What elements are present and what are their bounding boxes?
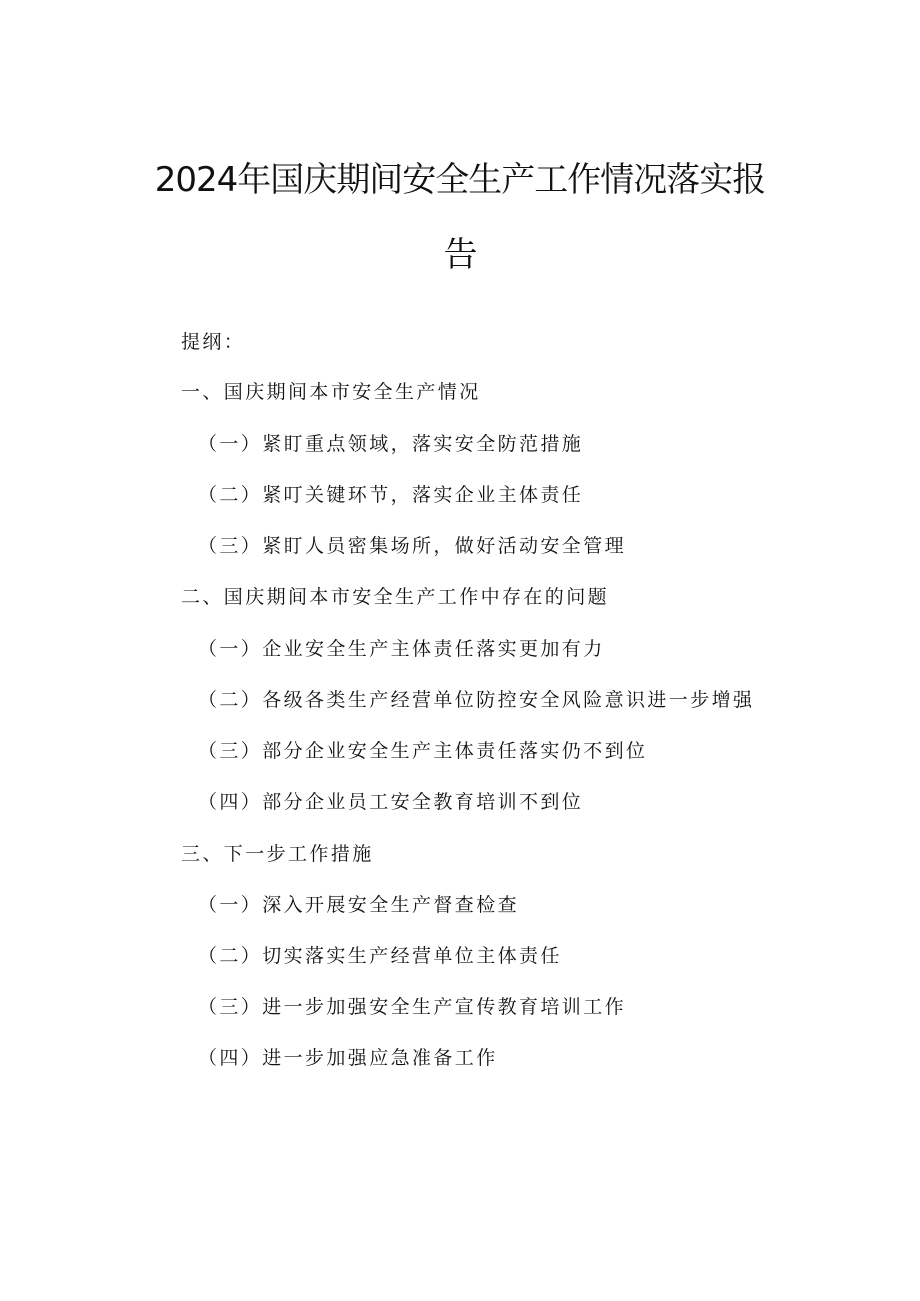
section-1-item-3: （三）紧盯人员密集场所，做好活动安全管理: [198, 535, 627, 557]
section-heading-2: 二、国庆期间本市安全生产工作中存在的问题: [181, 586, 610, 608]
section-heading-1: 一、国庆期间本市安全生产情况: [181, 381, 481, 403]
document-title: 2024年国庆期间安全生产工作情况落实报: [154, 160, 766, 200]
section-2-item-3: （三）部分企业安全生产主体责任落实仍不到位: [198, 740, 648, 762]
section-3-item-1: （一）深入开展安全生产督查检查: [198, 894, 520, 916]
section-3-item-4: （四）进一步加强应急准备工作: [198, 1047, 498, 1069]
section-3-item-2: （二）切实落实生产经营单位主体责任: [198, 945, 562, 967]
document-title-continuation: 告: [443, 235, 477, 275]
section-2-item-2: （二）各级各类生产经营单位防控安全风险意识进一步增强: [198, 689, 755, 711]
section-heading-3: 三、下一步工作措施: [181, 843, 374, 865]
outline-label: 提纲：: [181, 331, 246, 353]
section-3-item-3: （三）进一步加强安全生产宣传教育培训工作: [198, 996, 627, 1018]
section-2-item-4: （四）部分企业员工安全教育培训不到位: [198, 791, 584, 813]
section-2-item-1: （一）企业安全生产主体责任落实更加有力: [198, 638, 605, 660]
section-1-item-2: （二）紧叮关键环节，落实企业主体责任: [198, 484, 584, 506]
section-1-item-1: （一）紧盯重点领域，落实安全防范措施: [198, 433, 584, 455]
